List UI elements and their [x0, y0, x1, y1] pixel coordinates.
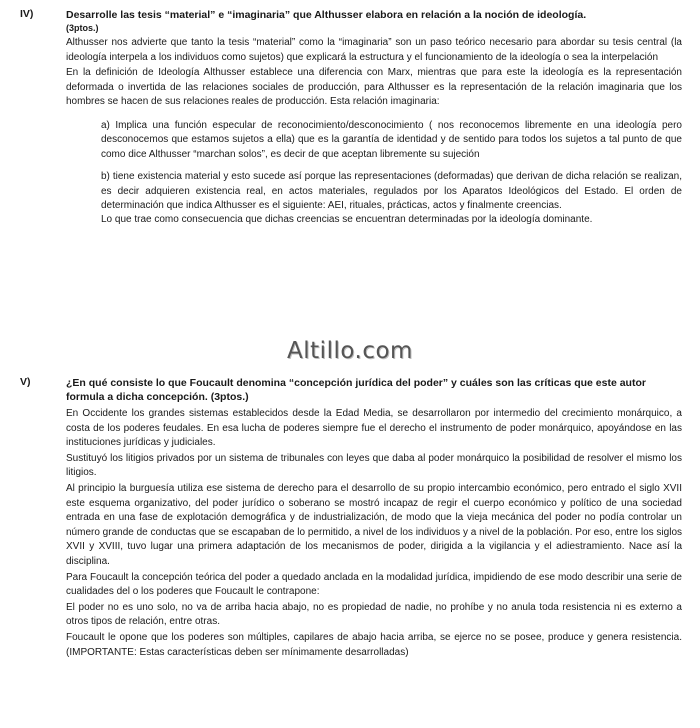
altillo-watermark: Altillo.com: [287, 338, 413, 364]
section-v-paragraph-2: Sustituyó los litigios privados por un sistema de tribunales con leyes que daba al poder monárquico la posibilidad de resolver el mismo los litigios.: [66, 452, 682, 479]
section-v-paragraph-1: En Occidente los grandes sistemas establecidos desde la Edad Media, se desarrollaron por intermedio del crecimiento monárquico, a costa de los poderes feudales. En esa lucha de poderes siempre fue el derecho el instrumento de poder monárquico, apoyándose en las instituciones jurídicas y judiciales.: [66, 408, 682, 449]
section-v-paragraph-6: Foucault le opone que los poderes son múltiples, capilares de abajo hacia arriba, se ejerce no se posee, produce y genera resistencia. (IMPORTANTE: Estas características deben ser mínimamente desarrolladas): [66, 631, 682, 658]
section-iv-points: (3ptos.): [66, 23, 99, 33]
section-v-paragraph-5: El poder no es uno solo, no va de arriba hacia abajo, no es propiedad de nadie, no prohíbe y no anula toda resistencia ni es externo a otros tipos de relación, entre otras.: [66, 601, 682, 628]
section-iv-content: [66, 8, 682, 228]
section-v-question: ¿En qué consiste lo que Foucault denomina “concepción jurídica del poder” y cuáles son las críticas que este autor formula a dicha concepción. (3ptos.): [66, 377, 646, 403]
section-v-paragraph-3: Al principio la burguesía utiliza ese sistema de derecho para el desarrollo de su propio intercambio económico, pero entrado el siglo XVII este esquema organizativo, del poder jurídico o soberano se mostró incapaz de regir el cuerpo económico y político de una sociedad entrada en una fase de explotación demográfica y de industrialización, de modo que la vieja mecánica del poder no podía controlar un número grande de conductas que se escapaban de lo permitido, a nivel de los individuos y a nivel de la población. Por eso, entre los siglos XVII y XVIII, tuvo lugar una primera adaptación de los mecanismos de poder, dirigida a la vigilancia y el adiestramiento. Nace así la disciplina.: [66, 482, 682, 567]
section-iv-question: Desarrolle las tesis “material” e “imaginaria” que Althusser elabora en relación a la noción de ideología.: [66, 9, 587, 21]
section-iv-item-a: a) Implica una función especular de reconocimiento/desconocimiento ( nos reconocemos libremente en una ideología pero desconocemos que estamos sujetos a ella) que es la garantía de identidad y de sentido para todos los sujetos a tal punto de que como dice Althusser “marchan solos”, es decir de que aceptan libremente su sujeción: [101, 119, 682, 160]
section-v-number: V): [20, 376, 31, 388]
section-v-content: [66, 376, 682, 660]
section-iv-item-b-continuation: Lo que trae como consecuencia que dichas creencias se encuentran determinadas por la ideología dominante.: [101, 214, 593, 226]
section-iv-paragraph-1: Althusser nos advierte que tanto la tesis “material” como la “imaginaria” son un paso teórico necesario para abordar su tesis central (la ideología interpela a los individuos como sujetos) que explicará la estructura y el funcionamiento de la ideología o sea la interpelación: [66, 37, 682, 63]
section-iv-list: [101, 119, 682, 228]
section-iv-paragraph-2: En la definición de Ideología Althusser establece una diferencia con Marx, mientras que para este la ideología es la representación deformada o invertida de las relaciones sociales de producción, para Althusser es la representación de la relación imaginaria que los hombres se hacen de sus relaciones reales de producción. Esta relación imaginaria:: [66, 67, 682, 108]
section-iv-number: IV): [20, 8, 34, 20]
section-iv-item-b: b) tiene existencia material y esto sucede así porque las representaciones (deformadas) que derivan de dicha relación se realizan, es decir adquieren existencia real, en actos materiales, regulados por los Aparatos Ideológicos del Estado. El orden de determinación que indica Althusser es el siguiente: AEI, rituales, prácticas, actos y finalmente creencias.: [101, 171, 682, 211]
section-v-paragraph-4: Para Foucault la concepción teórica del poder a quedado anclada en la modalidad jurídica, impidiendo de ese modo describir una serie de cualidades del o los poderes que Foucault le contrapone:: [66, 571, 682, 598]
